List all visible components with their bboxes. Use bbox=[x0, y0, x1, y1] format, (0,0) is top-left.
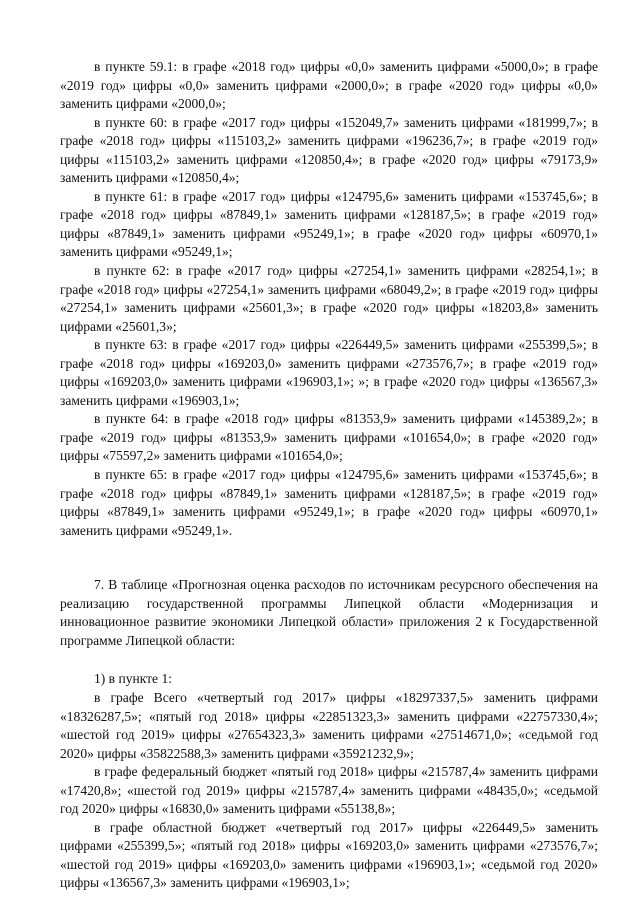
document-page bbox=[60, 58, 598, 893]
paragraph-regional-budget: в графе областной бюджет «четвертый год 2017» цифры «226449,5» заменить цифрами «255399,5»; «пятый год 2018» цифры «169203,0» заменить цифрами «273576,7»; «шестой год 2019» цифры «169203,0» заменить цифрами «196903,1»; «седьмой год 2020» цифры «136567,3» заменить цифрами «196903,1»; bbox=[60, 819, 598, 891]
paragraph-item-61: в пункте 61: в графе «2017 год» цифры «124795,6» заменить цифрами «153745,6»; в графе «2018 год» цифры «87849,1» заменить цифрами «128187,5»; в графе «2019 год» цифры «87849,1» заменить цифрами «95249,1»; в графе «2020 год» цифры «60970,1» заменить цифрами «95249,1»; bbox=[60, 188, 598, 260]
paragraph-item-64: в пункте 64: в графе «2018 год» цифры «81353,9» заменить цифрами «145389,2»; в графе «2019 год» цифры «81353,9» заменить цифрами «101654,0»; в графе «2020 год» цифры «75597,2» заменить цифрами «101654,0»; bbox=[60, 411, 598, 464]
paragraph-item-63: в пункте 63: в графе «2017 год» цифры «226449,5» заменить цифрами «255399,5»; в графе «2018 год» цифры «169203,0» заменить цифрами «273576,7»; в графе «2019 год» цифры «169203,0» заменить цифрами «196903,1»; »; в графе «2020 год» цифры «136567,3» заменить цифрами «196903,1»; bbox=[60, 337, 598, 408]
paragraph-item-59-1: в пункте 59.1: в графе «2018 год» цифры «0,0» заменить цифрами «5000,0»; в графе «2019 год» цифры «0,0» заменить цифрами «2000,0»; в графе «2020 год» цифры «0,0» заменить цифрами «2000,0»; bbox=[60, 59, 598, 112]
paragraph-item-60: в пункте 60: в графе «2017 год» цифры «152049,7» заменить цифрами «181999,7»; в графе «2018 год» цифры «115103,2» заменить цифрами «196236,7»; в графе «2019 год» цифры «115103,2» заменить цифрами «120850,4»; в графе «2020 год» цифры «79173,9» заменить цифрами «120850,4»; bbox=[60, 114, 598, 186]
section-7-paragraph: 7. В таблице «Прогнозная оценка расходов по источникам ресурсного обеспечения на реализацию государственной программы Липецкой области «Модернизация и инновационное развитие экономики Липецкой области» приложения 2 к Государственной программе Липецкой области: bbox=[60, 577, 598, 648]
paragraph-item-62: в пункте 62: в графе «2017 год» цифры «27254,1» заменить цифрами «28254,1»; в графе «2018 год» цифры «27254,1» заменить цифрами «68049,2»; в графе «2019 год» цифры «27254,1» заменить цифрами «25601,3»; в графе «2020 год» цифры «18203,8» заменить цифрами «25601,3»; bbox=[60, 263, 598, 334]
item-spacer bbox=[60, 650, 598, 670]
section-spacer bbox=[60, 540, 598, 576]
paragraph-total: в графе Всего «четвертый год 2017» цифры «18297337,5» заменить цифрами «18326287,5»; «пятый год 2018» цифры «22851323,3» заменить цифрами «22757330,4»; «шестой год 2019» цифры «27654323,3» заменить цифрами «27514671,0»; «седьмой год 2020» цифры «35822588,3» заменить цифрами «35921232,9»; bbox=[60, 689, 598, 761]
item-1-heading: 1) в пункте 1: bbox=[94, 671, 172, 687]
paragraph-item-65: в пункте 65: в графе «2017 год» цифры «124795,6» заменить цифрами «153745,6»; в графе «2018 год» цифры «87849,1» заменить цифрами «128187,5»; в графе «2019 год» цифры «87849,1» заменить цифрами «95249,1»; в графе «2020 год» цифры «60970,1» заменить цифрами «95249,1». bbox=[60, 467, 598, 538]
paragraph-federal-budget: в графе федеральный бюджет «пятый год 2018» цифры «215787,4» заменить цифрами «17420,8»; «шестой год 2019» цифры «215787,4» заменить цифрами «48435,0»; «седьмой год 2020» цифры «16830,0» заменить цифрами «55138,8»; bbox=[60, 764, 598, 817]
